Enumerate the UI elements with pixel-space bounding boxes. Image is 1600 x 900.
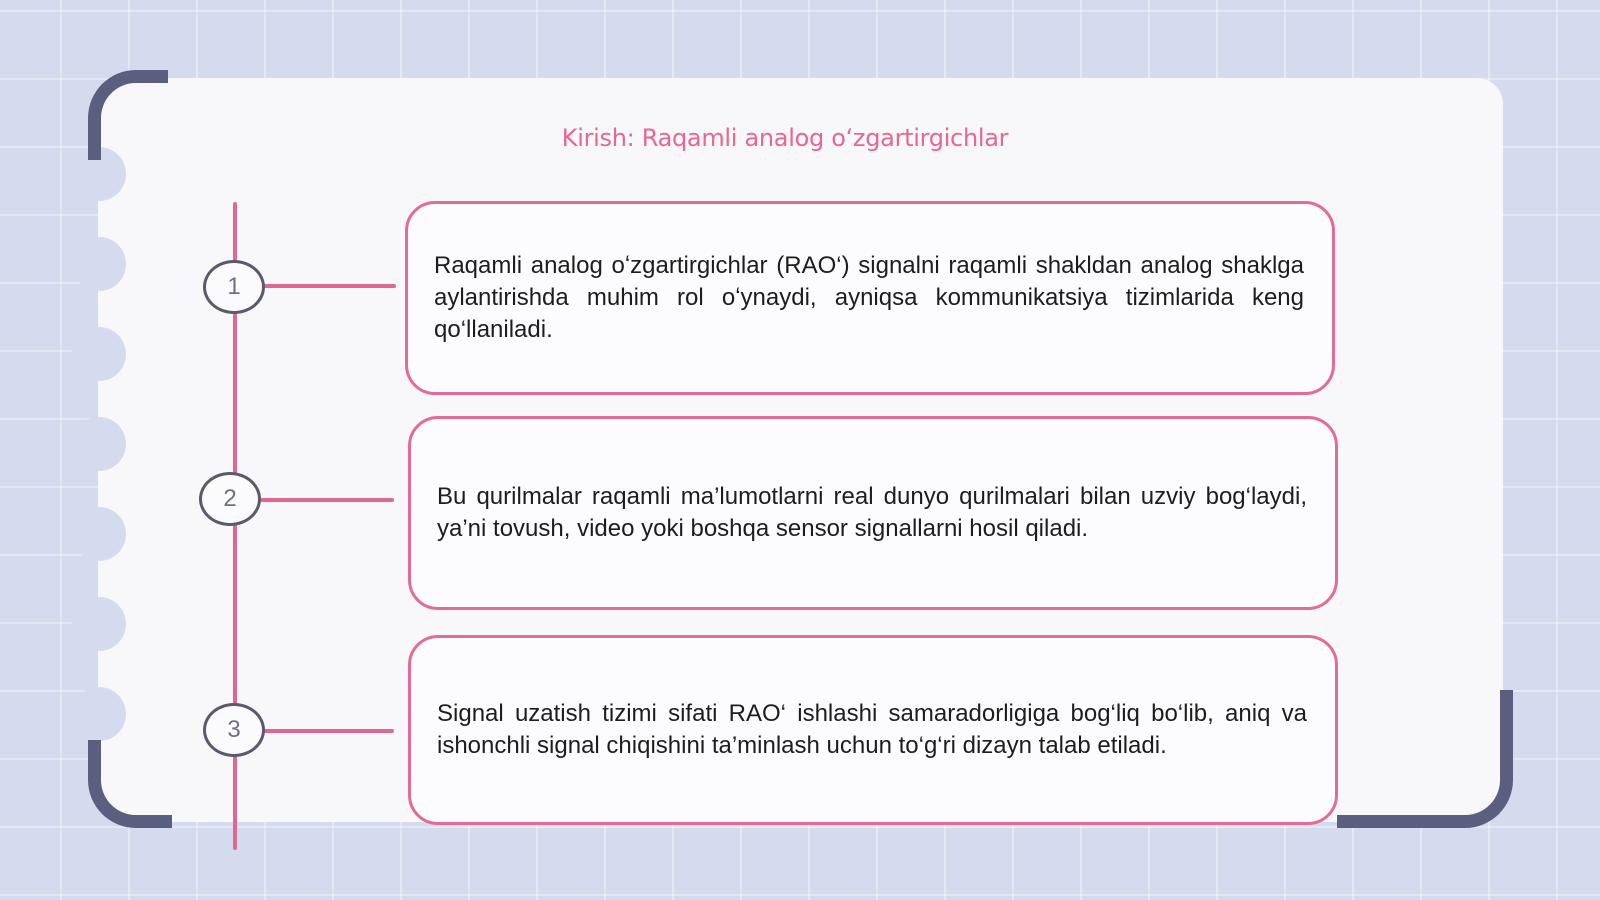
scallop-decoration — [72, 687, 126, 741]
scallop-decoration — [72, 237, 126, 291]
timeline-card-text: Signal uzatish tizimi sifati RAO‘ ishlashi samaradorligiga bog‘liq bo‘lib, aniq va ishonchli signal chiqishini ta’minlash uchun to‘g‘ri dizayn talab etiladi. — [437, 700, 1307, 759]
slide-title — [0, 124, 1600, 152]
scallop-decoration — [72, 417, 126, 471]
step-number: 1 — [227, 273, 241, 300]
timeline-card — [408, 416, 1338, 610]
timeline-card — [405, 201, 1335, 395]
scallop-decoration — [72, 327, 126, 381]
scallop-decoration — [72, 597, 126, 651]
timeline-connector — [262, 284, 396, 288]
step-number: 3 — [227, 716, 241, 743]
slide-title-text: Kirish: Raqamli analog oʻzgartirgichlar — [561, 124, 1009, 152]
step-number-circle — [199, 472, 261, 526]
step-number-circle — [203, 703, 265, 757]
step-number: 2 — [223, 485, 237, 512]
step-number-circle — [203, 260, 265, 314]
timeline-card-text: Raqamli analog oʻzgartirgichlar (RAO‘) signalni raqamli shakldan analog shaklga aylantirishda muhim rol oʻynaydi, ayniqsa kommunikatsiya tizimlarida keng qo‘llaniladi. — [434, 252, 1304, 343]
corner-bracket-bottom-right — [1337, 690, 1513, 828]
timeline-connector — [260, 498, 394, 502]
timeline-card — [408, 635, 1338, 825]
timeline-connector — [262, 729, 394, 733]
corner-bracket-bottom-left — [88, 740, 172, 828]
scallop-decoration — [72, 507, 126, 561]
timeline-card-text: Bu qurilmalar raqamli ma’lumotlarni real dunyo qurilmalari bilan uzviy bog‘laydi, ya’ni tovush, video yoki boshqa sensor signallarni hosil qiladi. — [437, 483, 1307, 542]
